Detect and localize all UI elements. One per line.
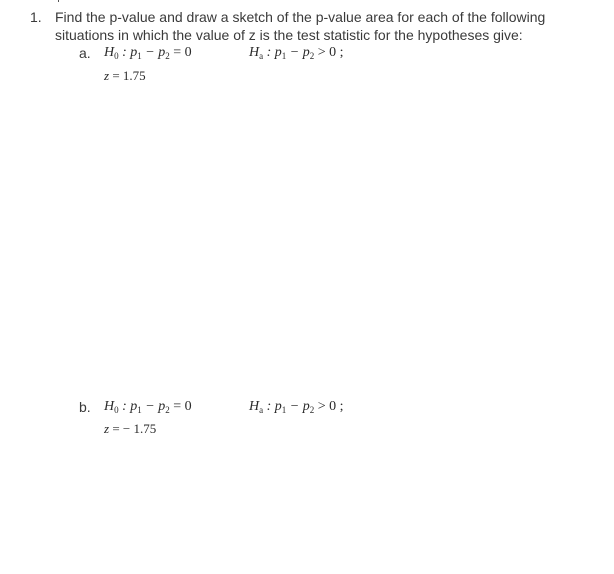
part-b-alt-hypothesis: $H_a$ : $p_1 - p_2 > 0$ ; [249, 399, 344, 415]
question-text: Find the p-value and draw a sketch of the p-value area for each of the following situations in which the value of z is the test statistic for the hypotheses give: [55, 9, 546, 43]
part-b-null-hypothesis: $H_0$ : $p_1 - p_2 = 0$ [104, 399, 192, 415]
part-a-null-hypothesis: $H_0$ : $p_1 - p_2 = 0$ [104, 45, 192, 61]
part-a-z-statistic: z = 1.75 [104, 68, 146, 83]
cropped-text-mark [58, 0, 59, 2]
part-b-z-statistic: z = − 1.75 [104, 421, 157, 436]
part-a-label: a. [79, 45, 91, 61]
part-a-alt-hypothesis: $H_a$ : $p_1 - p_2 > 0$ ; [249, 45, 344, 61]
question-number: 1. [30, 9, 42, 25]
part-b-label: b. [79, 399, 91, 415]
